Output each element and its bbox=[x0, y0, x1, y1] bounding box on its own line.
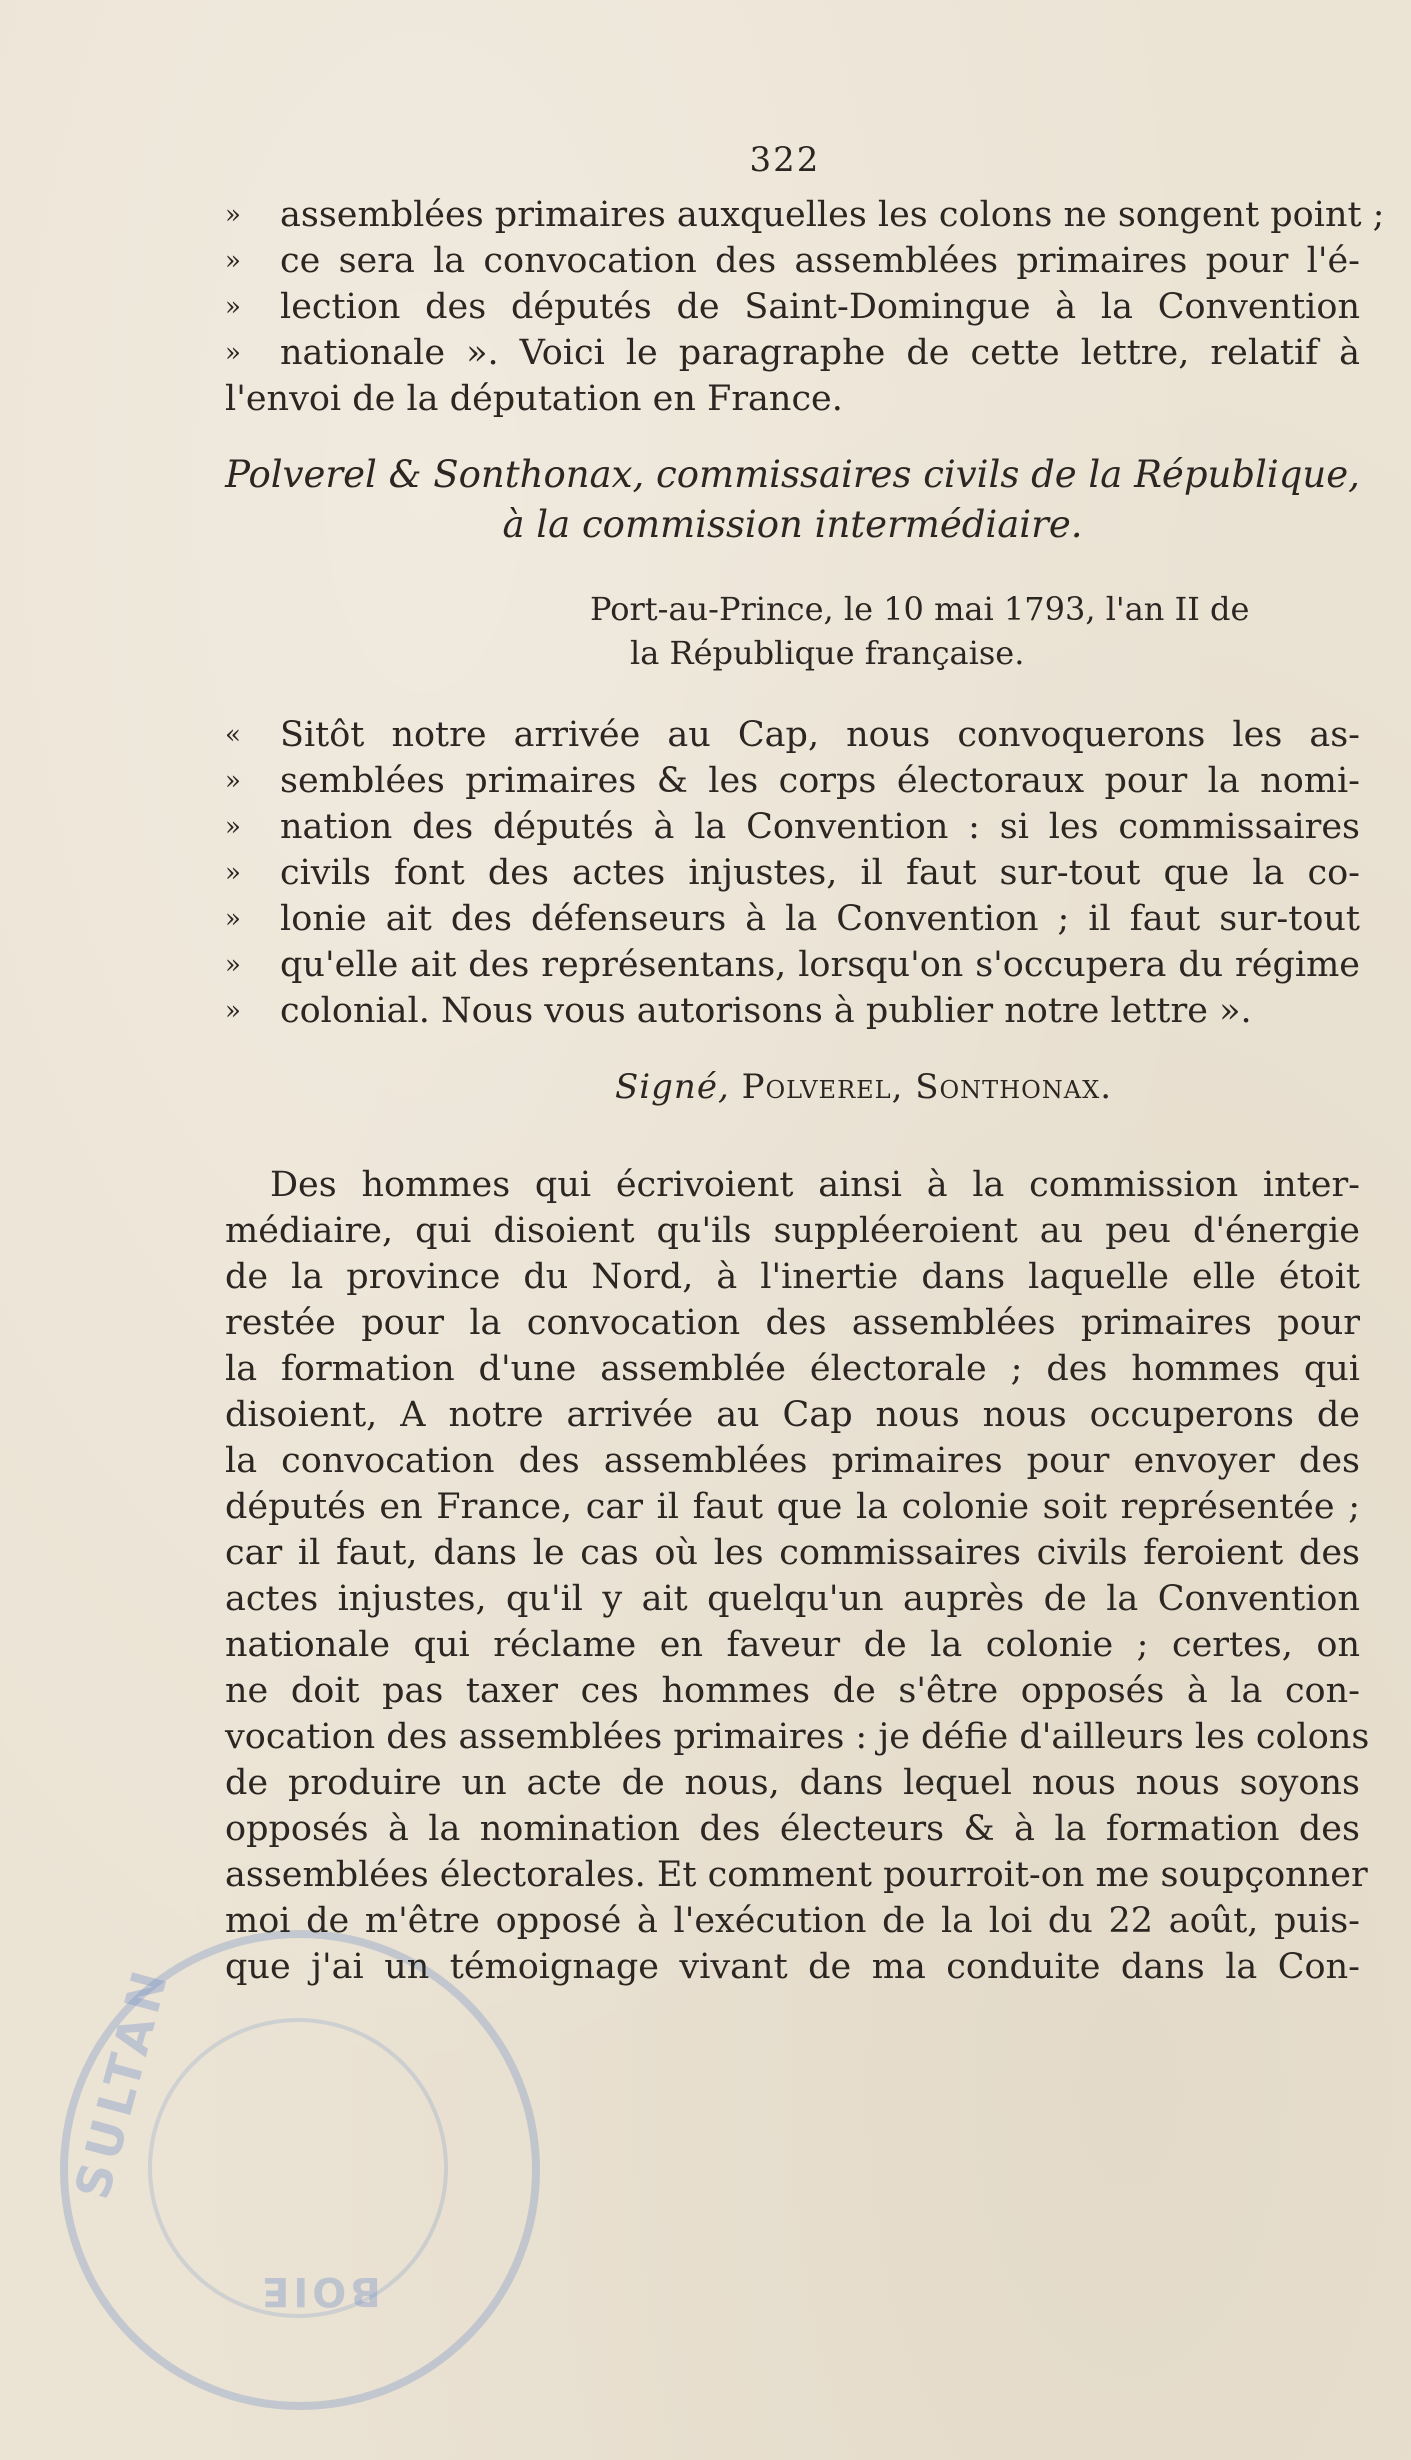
line-text: civils font des actes injustes, il faut sur-tout que la co- bbox=[280, 853, 1360, 893]
line-text: lonie ait des défenseurs à la Convention ; il faut sur-tout bbox=[280, 899, 1360, 939]
text-line: ne doit pas taxer ces hommes de s'être opposés à la con- bbox=[225, 1671, 1360, 1711]
quote-mark: » bbox=[225, 292, 241, 322]
text-line: que j'ai un témoignage vivant de ma conduite dans la Con- bbox=[225, 1947, 1360, 1987]
line-text: semblées primaires & les corps électoraux pour la nomi- bbox=[280, 761, 1360, 801]
dateline-line-1: Port-au-Prince, le 10 mai 1793, l'an II de bbox=[590, 590, 1250, 628]
text-block bbox=[225, 140, 1385, 1990]
text-line bbox=[225, 238, 1360, 284]
text-line bbox=[225, 758, 1360, 804]
body-paragraph bbox=[225, 1162, 1370, 1990]
line-text: assemblées primaires auxquelles les colons ne songent point ; bbox=[280, 195, 1385, 235]
text-line bbox=[225, 192, 1385, 238]
text-line bbox=[225, 376, 1360, 422]
line-text: lection des députés de Saint-Domingue à la Convention bbox=[280, 287, 1360, 327]
line-text: qu'elle ait des représentans, lorsqu'on s'occupera du régime bbox=[280, 945, 1360, 985]
text-line: la convocation des assemblées primaires pour envoyer des bbox=[225, 1441, 1360, 1481]
text-line: vocation des assemblées primaires : je défie d'ailleurs les colons bbox=[225, 1717, 1370, 1757]
quote-mark: » bbox=[225, 246, 241, 276]
quote-mark: » bbox=[225, 904, 241, 934]
text-line: Des hommes qui écrivoient ainsi à la commission inter- bbox=[270, 1165, 1360, 1205]
text-line: de la province du Nord, à l'inertie dans laquelle elle étoit bbox=[225, 1257, 1360, 1297]
text-line: restée pour la convocation des assemblées primaires pour bbox=[225, 1303, 1360, 1343]
library-stamp bbox=[60, 1930, 540, 2410]
quote-mark: « bbox=[225, 720, 241, 750]
opening-paragraph bbox=[225, 192, 1385, 422]
heading-line-2: à la commission intermédiaire. bbox=[502, 503, 1083, 546]
stamp-text: SULTAN bbox=[64, 1960, 181, 2205]
text-line bbox=[225, 942, 1360, 988]
line-text: nationale ». Voici le paragraphe de cette lettre, relatif à bbox=[280, 333, 1360, 373]
signature bbox=[225, 1064, 1360, 1110]
text-line bbox=[225, 284, 1360, 330]
text-line: la formation d'une assemblée électorale ; des hommes qui bbox=[225, 1349, 1360, 1389]
text-line: députés en France, car il faut que la colonie soit représentée ; bbox=[225, 1487, 1360, 1527]
quote-mark: » bbox=[225, 766, 241, 796]
letter-heading bbox=[225, 450, 1360, 550]
text-line bbox=[225, 896, 1360, 942]
text-line: moi de m'être opposé à l'exécution de la loi du 22 août, puis- bbox=[225, 1901, 1360, 1941]
heading-line-1: Polverel & Sonthonax, commissaires civils de la République, bbox=[225, 453, 1360, 496]
line-text: ce sera la convocation des assemblées primaires pour l'é- bbox=[280, 241, 1360, 281]
line-text: nation des députés à la Convention : si les commissaires bbox=[280, 807, 1360, 847]
quote-mark: » bbox=[225, 338, 241, 368]
quote-mark: » bbox=[225, 950, 241, 980]
text-line bbox=[225, 988, 1360, 1034]
line-text: l'envoi de la députation en France. bbox=[225, 379, 843, 419]
letter-quotation bbox=[225, 712, 1360, 1034]
text-line: de produire un acte de nous, dans lequel nous nous soyons bbox=[225, 1763, 1360, 1803]
quote-mark: » bbox=[225, 200, 241, 230]
page-number-spacer bbox=[225, 140, 1360, 192]
text-line: car il faut, dans le cas où les commissaires civils feroient des bbox=[225, 1533, 1360, 1573]
text-line bbox=[225, 804, 1360, 850]
stamp-text-bottom: BOIE bbox=[258, 2268, 381, 2314]
text-line bbox=[225, 712, 1360, 758]
dateline-line-2: la République française. bbox=[630, 634, 1025, 672]
text-line: nationale qui réclame en faveur de la colonie ; certes, on bbox=[225, 1625, 1360, 1665]
quote-mark: » bbox=[225, 858, 241, 888]
text-line: médiaire, qui disoient qu'ils suppléeroient au peu d'énergie bbox=[225, 1211, 1360, 1251]
quote-mark: » bbox=[225, 996, 241, 1026]
text-line bbox=[225, 850, 1360, 896]
line-text: Sitôt notre arrivée au Cap, nous convoquerons les as- bbox=[280, 715, 1360, 755]
text-line: disoient, A notre arrivée au Cap nous nous occuperons de bbox=[225, 1395, 1360, 1435]
signatory-names: Polverel, Sonthonax. bbox=[741, 1067, 1113, 1107]
dateline bbox=[225, 586, 1360, 674]
text-line: actes injustes, qu'il y ait quelqu'un auprès de la Convention bbox=[225, 1579, 1360, 1619]
text-line: assemblées électorales. Et comment pourroit-on me soupçonner bbox=[225, 1855, 1368, 1895]
text-line bbox=[225, 330, 1360, 376]
signed-label: Signé, bbox=[615, 1067, 730, 1107]
page-number: 322 bbox=[749, 140, 821, 180]
text-line: opposés à la nomination des électeurs & à la formation des bbox=[225, 1809, 1360, 1849]
quote-mark: » bbox=[225, 812, 241, 842]
line-text: colonial. Nous vous autorisons à publier notre lettre ». bbox=[280, 991, 1252, 1031]
